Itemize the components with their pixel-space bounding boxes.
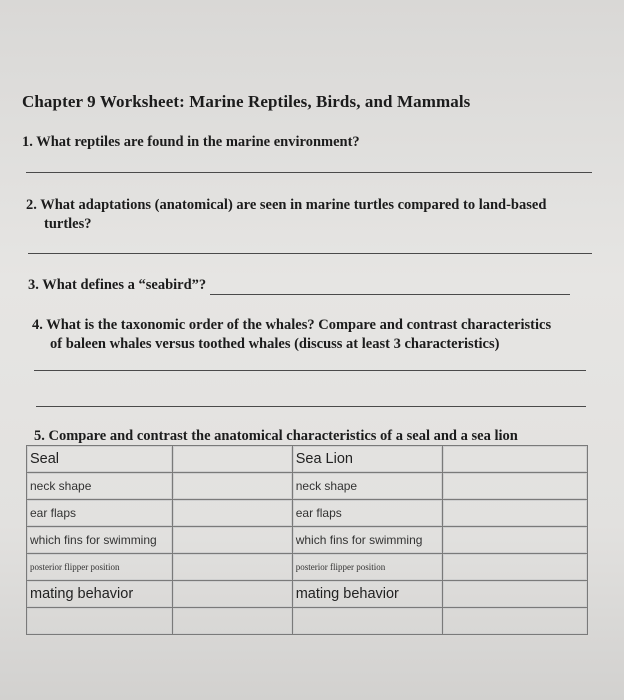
seal-answer-cell[interactable] (172, 554, 292, 581)
table-cell[interactable] (172, 446, 292, 473)
answer-line-2[interactable] (28, 253, 592, 254)
seal-answer-cell[interactable] (172, 527, 292, 554)
table-row (27, 473, 588, 500)
seal-answer-cell[interactable] (172, 581, 292, 608)
question-2 (26, 196, 546, 234)
sea-lion-label: mating behavior (292, 581, 443, 608)
question-4 (32, 316, 551, 354)
sea-lion-answer-cell[interactable] (443, 527, 588, 554)
sea-lion-answer-cell[interactable] (443, 581, 588, 608)
table-cell[interactable] (443, 446, 588, 473)
table-cell[interactable] (27, 608, 173, 635)
seal-answer-cell[interactable] (172, 473, 292, 500)
question-2-line-1: 2. What adaptations (anatomical) are seen in marine turtles compared to land-based (26, 197, 547, 213)
sea-lion-answer-cell[interactable] (443, 554, 588, 581)
table-row (27, 554, 588, 581)
seal-label: mating behavior (27, 581, 173, 608)
question-2-line-2: turtles? (44, 216, 92, 232)
seal-label: ear flaps (27, 500, 173, 527)
table-row (27, 500, 588, 527)
sea-lion-header: Sea Lion (292, 446, 443, 473)
table-cell[interactable] (443, 608, 588, 635)
answer-line-4b[interactable] (36, 406, 586, 407)
sea-lion-label: neck shape (292, 473, 443, 500)
table-row (27, 608, 588, 635)
table-header-row (27, 446, 588, 473)
question-5: 5. Compare and contrast the anatomical characteristics of a seal and a sea lion (34, 428, 518, 444)
table-row (27, 527, 588, 554)
sea-lion-label: which fins for swimming (292, 527, 443, 554)
seal-label: which fins for swimming (27, 527, 173, 554)
answer-line-4a[interactable] (34, 370, 586, 371)
sea-lion-answer-cell[interactable] (443, 500, 588, 527)
question-3-text: 3. What defines a “seabird”? (28, 277, 207, 293)
seal-label: posterior flipper position (27, 554, 173, 581)
sea-lion-label: ear flaps (292, 500, 443, 527)
seal-answer-cell[interactable] (172, 500, 292, 527)
answer-line-1[interactable] (26, 172, 592, 173)
seal-label: neck shape (27, 473, 173, 500)
table-cell[interactable] (172, 608, 292, 635)
question-1: 1. What reptiles are found in the marine environment? (22, 134, 360, 150)
question-4-line-2: of baleen whales versus toothed whales (discuss at least 3 characteristics) (50, 336, 500, 352)
question-4-line-1: 4. What is the taxonomic order of the whales? Compare and contrast characteristics (32, 317, 552, 333)
sea-lion-label: posterior flipper position (292, 554, 443, 581)
table-cell[interactable] (292, 608, 443, 635)
answer-line-3[interactable] (210, 294, 570, 295)
question-3 (28, 276, 570, 295)
table-row (27, 581, 588, 608)
sea-lion-answer-cell[interactable] (443, 473, 588, 500)
worksheet-title: Chapter 9 Worksheet: Marine Reptiles, Birds, and Mammals (22, 92, 471, 111)
seal-header: Seal (27, 446, 173, 473)
seal-sealion-table (26, 445, 588, 635)
